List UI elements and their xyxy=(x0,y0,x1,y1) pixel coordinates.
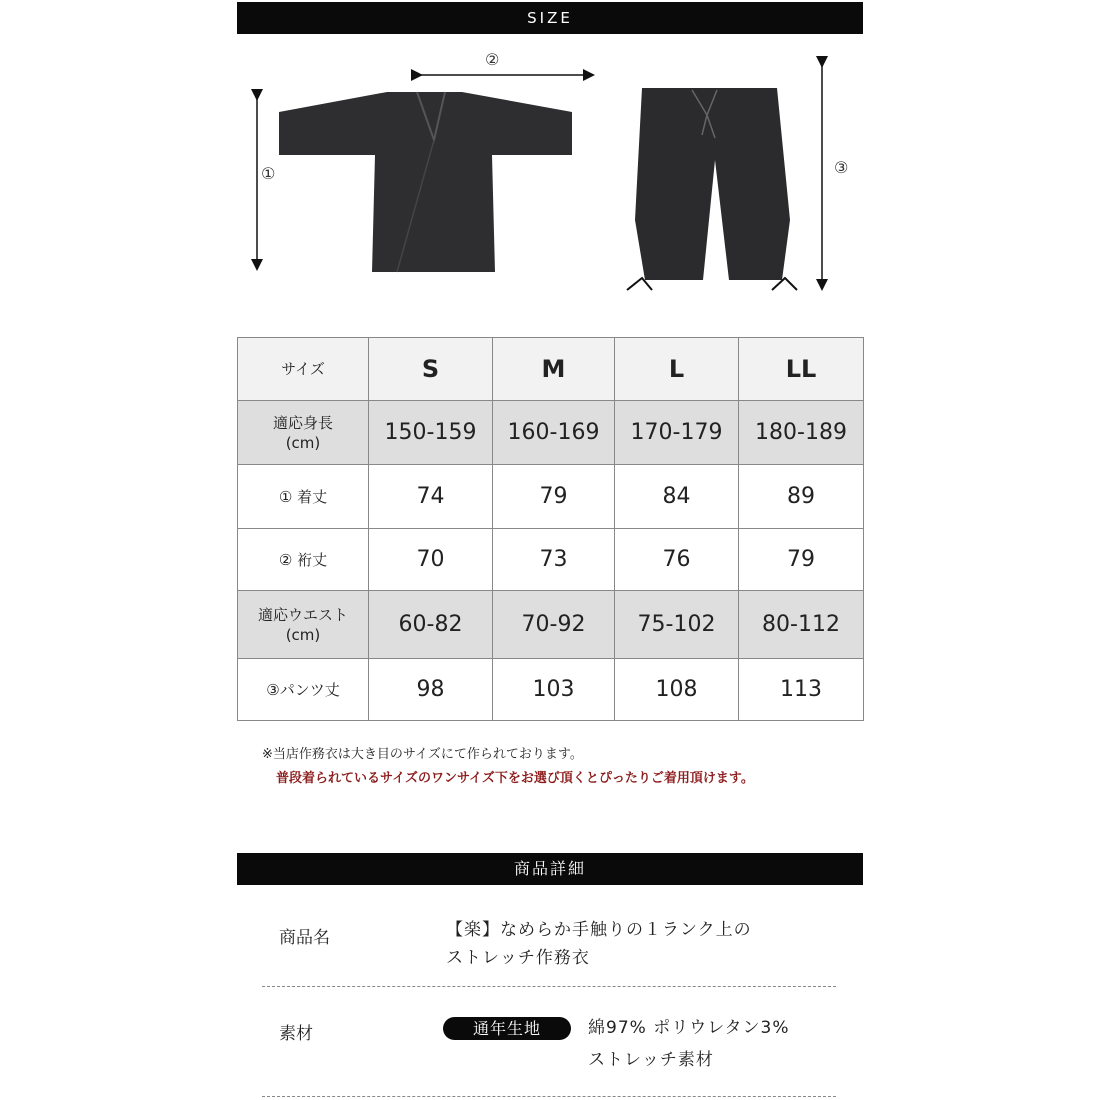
cell: 84 xyxy=(615,465,739,529)
size-table xyxy=(237,337,864,721)
cell: 70 xyxy=(369,529,493,591)
row-label: 適応身長 (cm) xyxy=(238,401,369,465)
marker-3: ③ xyxy=(834,158,849,177)
size-l: L xyxy=(615,338,739,401)
cell: 170-179 xyxy=(615,401,739,465)
marker-1: ① xyxy=(261,164,276,183)
material-badge: 通年生地 xyxy=(443,1017,571,1040)
size-s: S xyxy=(369,338,493,401)
cell: 75-102 xyxy=(615,591,739,659)
cell: 98 xyxy=(369,659,493,721)
row-label: ② 裄丈 xyxy=(238,529,369,591)
table-row xyxy=(238,465,864,529)
table-row xyxy=(238,401,864,465)
table-row xyxy=(238,529,864,591)
garment-illustration xyxy=(237,40,863,330)
table-row xyxy=(238,591,864,659)
cell: 73 xyxy=(493,529,615,591)
row-label: ① 着丈 xyxy=(238,465,369,529)
jacket-shape xyxy=(279,92,572,272)
divider xyxy=(262,1096,836,1097)
details-header-bar: 商品詳細 xyxy=(237,853,863,885)
marker-2: ② xyxy=(485,50,500,69)
header-label: サイズ xyxy=(238,338,369,401)
row-label: ③パンツ丈 xyxy=(238,659,369,721)
table-header-row xyxy=(238,338,864,401)
size-advice-note: 普段着られているサイズのワンサイズ下をお選び頂くとぴったりご着用頂けます。 xyxy=(276,771,754,786)
product-name-label: 商品名 xyxy=(279,928,330,948)
cell: 108 xyxy=(615,659,739,721)
divider xyxy=(262,986,836,987)
garment-image xyxy=(237,40,863,330)
size-m: M xyxy=(493,338,615,401)
cell: 180-189 xyxy=(739,401,864,465)
cell: 60-82 xyxy=(369,591,493,659)
table-row xyxy=(238,659,864,721)
cell: 76 xyxy=(615,529,739,591)
cell: 89 xyxy=(739,465,864,529)
cell: 113 xyxy=(739,659,864,721)
size-ll: LL xyxy=(739,338,864,401)
material-value: 綿97% ポリウレタン3% ストレッチ素材 xyxy=(588,1018,790,1070)
material-label: 素材 xyxy=(279,1024,313,1044)
size-note: ※当店作務衣は大き目のサイズにて作られております。 xyxy=(262,747,583,762)
cell: 150-159 xyxy=(369,401,493,465)
product-name-value: 【楽】なめらか手触りの１ランク上の ストレッチ作務衣 xyxy=(446,920,752,968)
cell: 79 xyxy=(739,529,864,591)
cell: 74 xyxy=(369,465,493,529)
size-header-bar: SIZE xyxy=(237,2,863,34)
cell: 103 xyxy=(493,659,615,721)
pants-shape xyxy=(635,88,790,280)
cell: 80-112 xyxy=(739,591,864,659)
cell: 70-92 xyxy=(493,591,615,659)
cell: 160-169 xyxy=(493,401,615,465)
cell: 79 xyxy=(493,465,615,529)
row-label: 適応ウエスト (cm) xyxy=(238,591,369,659)
